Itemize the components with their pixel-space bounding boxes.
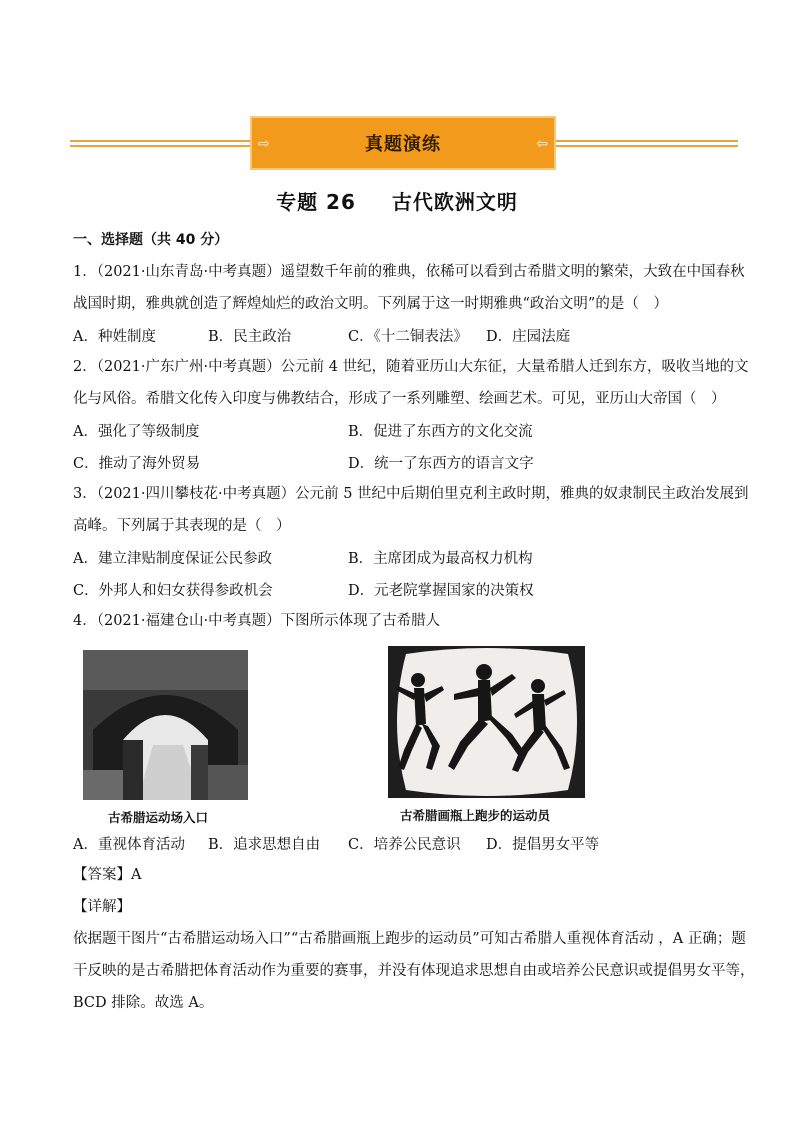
q3-option-c: C．外邦人和妇女获得参政机会: [73, 583, 273, 599]
q1-option-d: D．庄园法庭: [486, 329, 571, 345]
q2-option-c: C．推动了海外贸易: [73, 456, 201, 472]
q1-option-b: B．民主政治: [208, 329, 292, 345]
section-banner: [250, 116, 556, 170]
detail-line2: 干反映的是古希腊把体育活动作为重要的赛事，并没有体现追求思想自由或培养公民意识或提倡男女平等，: [73, 963, 755, 979]
q4-option-c: C．培养公民意识: [348, 837, 461, 853]
q4-option-a: A．重视体育活动: [73, 837, 185, 853]
q1-stem-line1: 1．（2021·山东青岛·中考真题）遥望数千年前的雅典，依稀可以看到古希腊文明的繁荣，大致在中国春秋: [73, 264, 745, 280]
figure-caption-left: 古希腊运动场入口: [108, 810, 209, 825]
q4-option-b: B．追求思想自由: [208, 837, 321, 853]
title-topic-number: 专题 26: [276, 190, 356, 214]
q2-stem-line2: 化与风俗。希腊文化传入印度与佛教结合，形成了一系列雕塑、绘画艺术。可见，亚历山大帝国（ ）: [73, 391, 726, 407]
vase-runners-photo: [388, 646, 585, 798]
vase-runners-image: [388, 646, 585, 798]
q3-option-d: D．元老院掌握国家的决策权: [348, 583, 534, 599]
q2-option-d: D．统一了东西方的语言文字: [348, 456, 534, 472]
stadium-entrance-photo: [83, 650, 248, 800]
q2-stem-line1: 2．（2021·广东广州·中考真题）公元前 4 世纪，随着亚历山大东征，大量希腊人迁到东方，吸收当地的文: [73, 359, 749, 375]
section-heading: 一、选择题（共 40 分）: [73, 232, 229, 248]
arrow-right-icon: ⇨: [258, 136, 270, 152]
banner-label: 真题演练: [365, 134, 441, 155]
stadium-arch-image: [83, 650, 248, 800]
q1-option-a: A．种姓制度: [73, 329, 156, 345]
detail-line1: 依据题干图片“古希腊运动场入口”“古希腊画瓶上跑步的运动员”可知古希腊人重视体育活动 ，A 正确；题: [73, 931, 746, 947]
page-title: [0, 186, 794, 215]
q2-option-a: A．强化了等级制度: [73, 424, 200, 440]
q4-stem-line1: 4．（2021·福建仓山·中考真题）下图所示体现了古希腊人: [73, 613, 441, 629]
q3-option-a: A．建立津贴制度保证公民参政: [73, 551, 272, 567]
q2-option-b: B．促进了东西方的文化交流: [348, 424, 533, 440]
q3-stem-line1: 3．（2021·四川攀枝花·中考真题）公元前 5 世纪中后期伯里克利主政时期，雅典的奴隶制民主政治发展到: [73, 486, 749, 502]
figure-caption-right: 古希腊画瓶上跑步的运动员: [400, 808, 551, 823]
arrow-left-icon: ⇦: [536, 136, 548, 152]
q3-option-b: B．主席团成为最高权力机构: [348, 551, 533, 567]
detail-line3: BCD 排除。故选 A。: [73, 995, 214, 1011]
q3-stem-line2: 高峰。下列属于其表现的是（ ）: [73, 518, 291, 534]
q4-option-d: D．提倡男女平等: [486, 837, 600, 853]
q1-option-c: C．《十二铜表法》: [348, 329, 468, 345]
detail-heading: 【详解】: [73, 899, 131, 915]
answer-line: 【答案】A: [73, 867, 142, 883]
title-topic-name: 古代欧洲文明: [391, 190, 518, 214]
q1-stem-line2: 战国时期，雅典就创造了辉煌灿烂的政治文明。下列属于这一时期雅典“政治文明”的是（ ）: [73, 296, 668, 312]
